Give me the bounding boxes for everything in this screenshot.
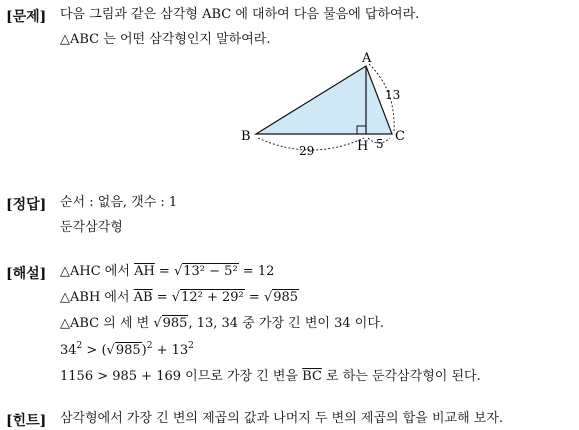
problem-line-1: 다음 그림과 같은 삼각형 ABC 에 대하여 다음 물음에 답하여라. — [60, 7, 420, 22]
s2-radicand: 12² + 29² — [181, 290, 244, 305]
triangle-abc — [256, 66, 392, 134]
segment-ah: $\overline{AH}$ — [134, 264, 155, 279]
problem-label: [문제] — [6, 9, 47, 25]
s2-radicand-2: 985 — [273, 290, 299, 305]
s1-result: = 12 — [238, 264, 275, 279]
problem-line-2: △ABC 는 어떤 삼각형인지 말하여라. — [60, 32, 271, 47]
solution-line-1 — [60, 264, 274, 280]
hint-text: 삼각형에서 가장 긴 변의 제곱의 값과 나머지 두 변의 제곱의 합을 비교해 보자. — [60, 411, 504, 426]
s3-suffix: , 13, 34 중 가장 긴 변이 34 이다. — [188, 316, 385, 331]
segment-ab: $\overline{AB}$ — [133, 290, 153, 305]
s4-mid: > ( — [82, 343, 107, 358]
triangle-figure — [236, 50, 426, 165]
s1-radicand: 13² − 5² — [183, 264, 238, 279]
sqrt-symbol: √ — [171, 290, 181, 305]
s2-prefix: △ABH 에서 — [60, 290, 134, 305]
foot-h-label: H — [357, 139, 369, 154]
sqrt-symbol: √ — [153, 316, 162, 331]
s4-radicand: 985 — [115, 343, 141, 358]
length-ac-label: 13 — [385, 88, 401, 102]
sqrt-symbol: √ — [106, 343, 115, 358]
vertex-a-label: A — [362, 51, 372, 66]
s2-eq2: = — [244, 290, 264, 305]
answer-line-2: 둔각삼각형 — [60, 220, 123, 235]
solution-line-3 — [60, 316, 384, 332]
solution-line-5 — [60, 369, 481, 385]
s4-tail: + 13 — [152, 343, 189, 358]
s4-exp-1: 2 — [76, 341, 83, 351]
s3-radicand: 985 — [162, 316, 188, 331]
answer-label: [정답] — [6, 197, 47, 213]
solution-line-2 — [60, 290, 299, 306]
answer-line-1: 순서 : 없음, 갯수 : 1 — [60, 195, 178, 210]
vertex-c-label: C — [395, 129, 405, 144]
s4-close: ) — [141, 343, 147, 358]
sqrt-symbol: √ — [263, 290, 273, 305]
s4-base: 34 — [60, 343, 77, 358]
solution-line-4 — [60, 343, 194, 359]
s5-prefix: 1156 > 985 + 169 이므로 가장 긴 변을 — [60, 369, 303, 384]
length-bh-label: 29 — [299, 144, 315, 158]
length-hc-label: 5 — [376, 137, 384, 151]
s1-prefix: △AHC 에서 — [60, 264, 135, 279]
segment-bc: $\overline{BC}$ — [302, 369, 322, 384]
s2-eq: = — [152, 290, 172, 305]
s5-suffix: 로 하는 둔각삼각형이 된다. — [321, 369, 481, 384]
s4-exp-3: 2 — [188, 341, 194, 351]
vertex-b-label: B — [241, 129, 251, 144]
s3-prefix: △ABC 의 세 변 — [60, 316, 154, 331]
hint-label: [힌트] — [6, 413, 47, 429]
sqrt-symbol: √ — [173, 264, 183, 279]
s1-eq: = — [154, 264, 174, 279]
solution-label: [해설] — [6, 266, 47, 282]
s4-exp-2: 2 — [146, 341, 153, 351]
